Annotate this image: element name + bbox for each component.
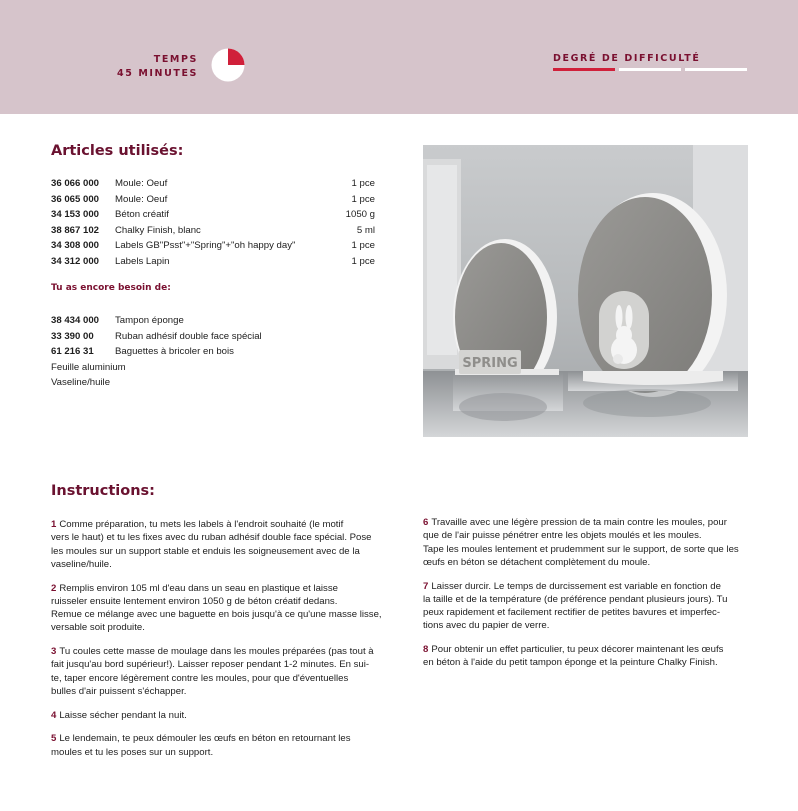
extra-row [51, 375, 375, 391]
step-number: 5 [51, 733, 57, 745]
step-line [51, 608, 391, 621]
step-line [51, 658, 391, 671]
extra-heading: Tu as encore besoin de: [51, 283, 171, 293]
header-band [0, 0, 798, 114]
instructions-heading: Instructions: [51, 483, 155, 499]
instructions-column-left [51, 518, 391, 769]
step-text: la taille et de la température (de préférence pendant plusieurs jours). Tu [423, 593, 728, 605]
step-text: que de l'air puisse pénétrer entre les objets moulés et les moules. [423, 530, 702, 542]
article-qty: 1 pce [351, 178, 375, 189]
extra-name: Tampon éponge [115, 315, 184, 326]
step-line [51, 595, 391, 608]
step-number: 1 [51, 519, 57, 530]
instruction-step [51, 709, 391, 722]
extra-name: Baguettes à bricoler en bois [115, 346, 234, 358]
step-text: Travaille avec une légère pression de ta main contre les moules, pour [431, 517, 727, 528]
instructions-column-right [423, 516, 753, 680]
article-code: 36 066 000 [51, 178, 100, 189]
articles-heading: Articles utilisés: [51, 143, 184, 159]
step-line [423, 619, 753, 632]
instruction-step [51, 518, 391, 571]
step-line [51, 672, 391, 685]
article-code: 34 308 000 [51, 240, 100, 252]
article-name: Moule: Oeuf [115, 193, 168, 205]
extra-row [51, 329, 375, 345]
extra-row [51, 344, 375, 360]
instruction-step [423, 580, 753, 633]
step-line [423, 556, 753, 569]
step-line [423, 593, 753, 606]
extra-name: Ruban adhésif double face spécial [115, 330, 262, 342]
step-line [423, 643, 753, 656]
difficulty-segment [685, 68, 747, 71]
article-qty: 1 pce [351, 240, 375, 252]
instruction-step [51, 582, 391, 635]
extra-code: 61 216 31 [51, 346, 94, 358]
step-text: en béton à l'aide du petit tampon éponge et la peinture Chalky Finish. [423, 657, 718, 669]
article-row [51, 176, 375, 192]
article-code: 36 065 000 [51, 193, 100, 205]
article-code: 34 312 000 [51, 255, 100, 267]
article-row [51, 192, 375, 208]
step-line [51, 531, 391, 544]
article-row [51, 254, 375, 270]
product-photo [423, 145, 748, 437]
step-line [51, 709, 391, 722]
step-text: vaseline/huile. [51, 558, 112, 570]
time-value: 45 MINUTES [117, 68, 198, 79]
extra-name: Feuille aluminium [51, 361, 126, 373]
step-text: Tape les moules lentement et prudemment sur le support, de sorte que les [423, 543, 739, 555]
article-row [51, 207, 375, 223]
extra-name: Vaseline/huile [51, 377, 111, 389]
step-line [423, 606, 753, 619]
step-number: 6 [423, 517, 429, 528]
step-text: Remplis environ 105 ml d'eau dans un seau en plastique et laisse [59, 582, 338, 594]
extra-row [51, 360, 375, 376]
spring-label-text: SPRING [462, 356, 518, 371]
step-text: Comme préparation, tu mets les labels à l'endroit souhaité (le motif [59, 519, 344, 530]
article-row [51, 238, 375, 254]
article-name: Labels Lapin [115, 255, 170, 267]
step-text: Pour obtenir un effet particulier, tu peux décorer maintenant les œufs [431, 644, 724, 656]
step-line [423, 529, 753, 542]
article-name: Béton créatif [115, 209, 169, 221]
instruction-step [423, 643, 753, 670]
difficulty-meter [553, 68, 747, 71]
step-line [51, 518, 391, 531]
step-text: vers le haut) et tu les fixes avec du ruban adhésif double face spécial. Pose [51, 532, 372, 544]
step-line [51, 558, 391, 571]
article-qty: 1 pce [351, 255, 375, 267]
step-line [423, 580, 753, 593]
step-text: Remue ce mélange avec une baguette en bois jusqu'à ce qu'une masse lisse, [51, 609, 382, 621]
step-line [51, 746, 391, 759]
step-text: Le lendemain, te peux démouler les œufs en béton en retournant les [59, 733, 351, 745]
article-code: 34 153 000 [51, 209, 100, 221]
step-number: 2 [51, 582, 57, 594]
step-text: fait jusqu'au bord supérieur!). Laisser reposer pendant 1-2 minutes. En sui- [51, 659, 370, 671]
step-text: bulles d'air puissent s'échapper. [51, 686, 187, 698]
clock-fill-wedge [228, 49, 245, 66]
step-text: œufs en béton se détachent complètement du moule. [423, 556, 651, 568]
step-text: te, taper encore légèrement contre les moules, pour que d'éventuelles [51, 672, 349, 684]
extra-list [51, 313, 375, 391]
extra-row [51, 313, 375, 329]
article-name: Labels GB"Psst"+"Spring"+"oh happy day" [115, 240, 296, 252]
instruction-step [423, 516, 753, 569]
instruction-step [51, 645, 391, 698]
article-name: Moule: Oeuf [115, 178, 168, 189]
article-code: 38 867 102 [51, 224, 100, 236]
time-title: TEMPS [153, 54, 198, 65]
step-number: 7 [423, 580, 429, 592]
difficulty-title: DEGRÉ DE DIFFICULTÉ [553, 53, 701, 64]
step-text: peux rapidement et facilement rectifier de petites bavures et imperfec- [423, 607, 721, 619]
difficulty-segment [553, 68, 615, 71]
step-number: 3 [51, 646, 57, 658]
step-line [51, 621, 391, 634]
step-line [423, 656, 753, 669]
step-text: Laisse sécher pendant la nuit. [59, 709, 187, 721]
article-qty: 5 ml [356, 224, 375, 236]
step-line [51, 732, 391, 745]
step-line [51, 645, 391, 658]
step-text: versable soit produite. [51, 622, 145, 634]
step-text: tions avec du papier de verre. [423, 620, 550, 632]
step-line [51, 545, 391, 558]
extra-code: 38 434 000 [51, 315, 100, 326]
step-line [423, 543, 753, 556]
difficulty-segment [619, 68, 681, 71]
step-line [423, 516, 753, 529]
articles-list [51, 176, 375, 270]
article-qty: 1050 g [345, 209, 375, 221]
step-text: les moules sur un support stable et enduis les soigneusement avec de la [51, 545, 360, 557]
step-text: Laisser durcir. Le temps de durcissement est variable en fonction de [431, 580, 721, 592]
clock-icon [211, 48, 245, 82]
step-line [51, 582, 391, 595]
step-line [51, 685, 391, 698]
step-text: moules et tu les poses sur un support. [51, 746, 214, 758]
time-info [117, 53, 198, 81]
step-text: Tu coules cette masse de moulage dans les moules préparées (pas tout à [59, 646, 374, 658]
extra-code: 33 390 00 [51, 330, 94, 342]
instruction-step [51, 732, 391, 759]
step-text: ruisseler ensuite lentement environ 1050 g de béton créatif dedans. [51, 595, 338, 607]
concrete-eggs-illustration [423, 145, 748, 437]
article-name: Chalky Finish, blanc [115, 224, 201, 236]
step-number: 8 [423, 644, 429, 656]
step-number: 4 [51, 709, 57, 721]
article-qty: 1 pce [351, 193, 375, 205]
article-row [51, 223, 375, 239]
